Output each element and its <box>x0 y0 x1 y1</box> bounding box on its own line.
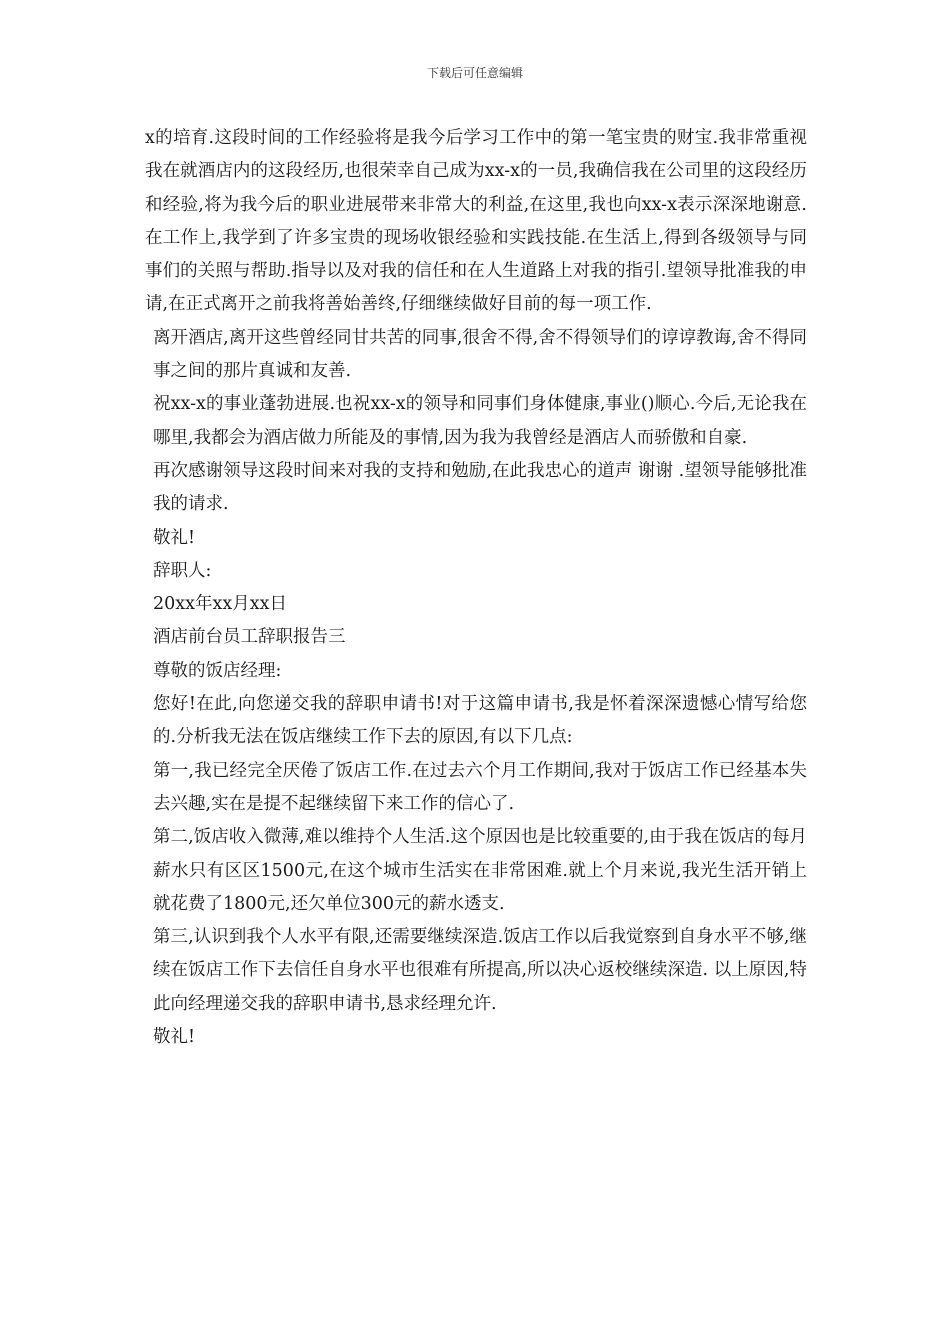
page-header: 下载后可任意编辑 <box>426 66 523 80</box>
date-line: 20xx年xx月xx日 <box>153 594 287 615</box>
paragraph: 离开酒店,离开这些曾经同甘共苦的同事,很舍不得,舍不得领导们的谆谆教诲,舍不得同事之间的那片真诚和友善. <box>153 327 807 382</box>
paragraph: x的培育.这段时间的工作经验将是我今后学习工作中的第一笔宝贵的财宝.我非常重视我在就酒店内的这段经历,也很荣幸自己成为xx-x的一员,我确信我在公司里的这段经历和经验,将为我今后的职业进展带来非常大的利益,在这里,我也向xx-x表示深深地谢意.在工作上,我学到了许多宝贵的现场收银经验和实践技能.在生活上,得到各级领导与同事们的关照与帮助.指导以及对我的信任和在人生道路上对我的指引.望领导批准我的申请,在正式离开之前我将善始善终,仔细继续做好目前的每一项工作. <box>145 128 807 315</box>
paragraph: 祝xx-x的事业蓬勃进展.也祝xx-x的领导和同事们身体健康,事业()顺心.今后,无论我在哪里,我都会为酒店做力所能及的事情,因为我为我曾经是酒店人而骄傲和自豪. <box>153 394 807 448</box>
closing-salutation: 敬礼! <box>153 1027 196 1048</box>
closing-salutation: 敬礼! <box>153 527 196 548</box>
signature-label: 辞职人: <box>153 560 212 581</box>
document-body <box>145 122 807 1054</box>
paragraph: 第二,饭店收入微薄,难以维持个人生活.这个原因也是比较重要的,由于我在饭店的每月薪水只有区区1500元,在这个城市生活实在非常困难.就上个月来说,我光生活开销上就花费了1800元,还欠单位300元的薪水透支. <box>153 827 807 914</box>
section-title: 酒店前台员工辞职报告三 <box>153 627 346 648</box>
salutation: 尊敬的饭店经理: <box>153 660 282 681</box>
paragraph: 第三,认识到我个人水平有限,还需要继续深造.饭店工作以后我觉察到自身水平不够,继续在饭店工作下去信任自身水平也很难有所提高,所以决心返校继续深造. 以上原因,特此向经理递交我的辞职申请书,恳求经理允许. <box>153 927 807 1014</box>
paragraph: 再次感谢领导这段时间来对我的支持和勉励,在此我忠心的道声 谢谢 .望领导能够批准我的请求. <box>153 460 807 515</box>
paragraph: 第一,我已经完全厌倦了饭店工作.在过去六个月工作期间,我对于饭店工作已经基本失去兴趣,实在是提不起继续留下来工作的信心了. <box>153 760 807 814</box>
paragraph: 您好!在此,向您递交我的辞职申请书!对于这篇申请书,我是怀着深深遗憾心情写给您的.分析我无法在饭店继续工作下去的原因,有以下几点: <box>153 694 807 748</box>
